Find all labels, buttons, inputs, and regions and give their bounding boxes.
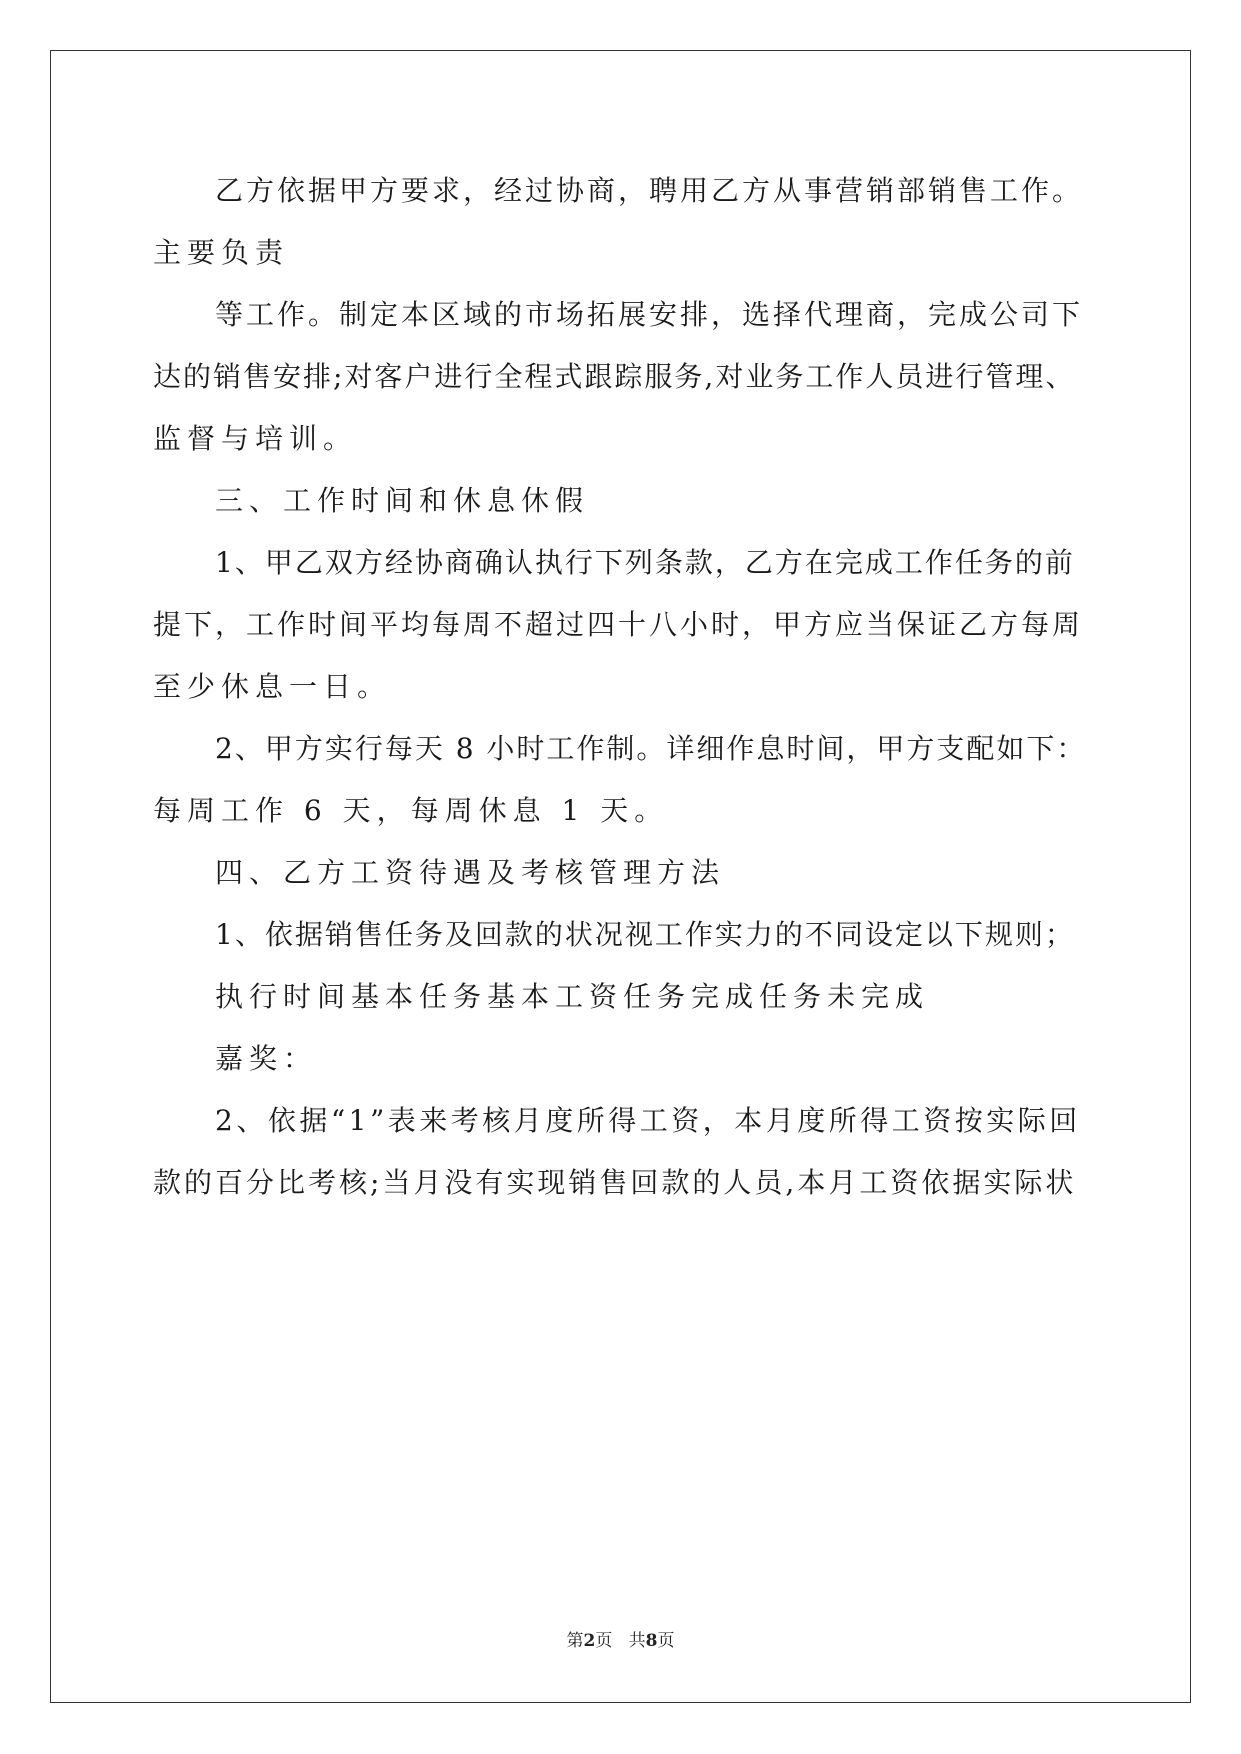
paragraph-line: 乙方依据甲方要求，经过协商，聘用乙方从事营销部销售工作。	[215, 174, 1084, 207]
current-page-number: 2	[583, 1631, 596, 1651]
footer-page-suffix: 页	[595, 1631, 613, 1651]
paragraph-line: 等工作。制定本区域的市场拓展安排，选择代理商，完成公司下	[215, 298, 1084, 331]
paragraph-line: 1、甲乙双方经协商确认执行下列条款，乙方在完成工作任务的前	[215, 546, 1075, 579]
paragraph-line: 2、甲方实行每天 8 小时工作制。详细作息时间，甲方支配如下：	[215, 732, 1087, 765]
footer-total-prefix: 共	[628, 1631, 646, 1651]
footer-total-suffix: 页	[657, 1631, 675, 1651]
section-heading: 三、工作时间和休息休假	[215, 484, 590, 517]
document-body	[153, 160, 1088, 1214]
page-footer	[0, 1626, 1241, 1651]
paragraph-line: 嘉奖：	[215, 1042, 318, 1075]
section-heading: 四、乙方工资待遇及考核管理方法	[215, 856, 726, 889]
paragraph-line: 每周工作 6 天，每周休息 1 天。	[153, 794, 669, 827]
paragraph-line: 执行时间基本任务基本工资任务完成任务未完成	[215, 980, 930, 1013]
paragraph-line: 监督与培训。	[153, 422, 358, 455]
paragraph-line: 至少休息一日。	[153, 670, 392, 703]
paragraph-line: 2、依据“1”表来考核月度所得工资，本月度所得工资按实际回	[215, 1104, 1081, 1137]
paragraph-line: 1、依据销售任务及回款的状况视工作实力的不同设定以下规则；	[215, 918, 1075, 951]
total-page-number: 8	[645, 1631, 658, 1651]
footer-prefix: 第	[566, 1631, 584, 1651]
paragraph-line: 提下，工作时间平均每周不超过四十八小时，甲方应当保证乙方每周	[153, 608, 1084, 641]
paragraph-line: 主要负责	[153, 236, 290, 269]
paragraph-line: 达的销售安排;对客户进行全程式跟踪服务,对业务工作人员进行管理、	[153, 360, 1076, 393]
paragraph-line: 款的百分比考核;当月没有实现销售回款的人员,本月工资依据实际状	[153, 1166, 1077, 1199]
